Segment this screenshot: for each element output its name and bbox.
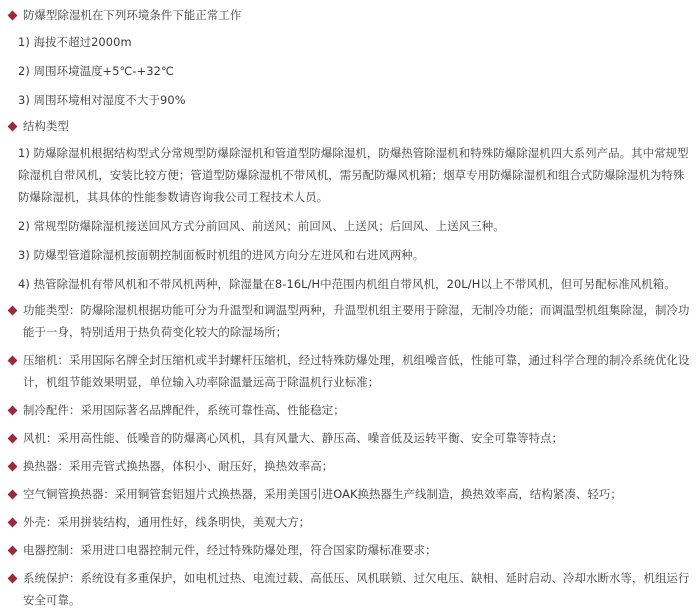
feature-text: 电器控制：采用进口电器控制元件，经过特殊防爆处理，符合国家防爆标准要求； bbox=[23, 543, 437, 557]
feature-row bbox=[8, 399, 692, 421]
diamond-bullet-icon bbox=[8, 462, 18, 472]
env-item: 1) 海拔不超过2000m bbox=[18, 35, 132, 49]
feature-text: 风机：采用高性能、低噪音的防爆离心风机，具有风量大、静压高、噪音低及运转平衡、安全可靠等特点； bbox=[23, 431, 564, 445]
feature-row bbox=[8, 455, 692, 477]
feature-text: 换热器：采用壳管式换热器，体积小、耐压好，换热效率高； bbox=[23, 459, 334, 473]
feature-text: 压缩机：采用国际名牌全封压缩机或半封螺杆压缩机，经过特殊防爆处理，机组噪音低，性能可靠，通过科学合理的制冷系统优化设计，机组节能效果明显，单位输入功率除温量远高于除温机行业标准； bbox=[23, 353, 690, 389]
diamond-bullet-icon bbox=[8, 518, 18, 528]
env-heading-row bbox=[8, 4, 692, 26]
diamond-bullet-icon bbox=[8, 356, 18, 366]
env-item: 3) 周围环境相对湿度不大于90% bbox=[18, 93, 186, 107]
env-heading: 防爆型除湿机在下列环境条件下能正常工作 bbox=[23, 8, 242, 22]
diamond-bullet-icon bbox=[8, 490, 18, 500]
diamond-bullet-icon bbox=[8, 122, 18, 132]
feature-row bbox=[8, 567, 692, 611]
type-item: 3) 防爆型管道除湿机按面朝控制面板时机组的进风方向分左进风和右进风两种。 bbox=[18, 248, 425, 262]
feature-text: 系统保护：系统设有多重保护，如电机过热、电流过载、高低压、风机联锁、过欠电压、缺相、延时启动、冷却水断水等，机组运行安全可靠。 bbox=[23, 571, 690, 607]
type-heading-row bbox=[8, 115, 692, 137]
diamond-bullet-icon bbox=[8, 306, 18, 316]
type-item: 1) 防爆除湿机根据结构型式分常规型防爆除湿机和管道型防爆除湿机，防爆热管除湿机和特殊防爆除湿机四大系列产品。其中常规型除湿机自带风机，安装比较方便；管道型防爆除湿机不带风机，需另配防爆风机箱；烟草专用防爆除湿机和组合式防爆除湿机为特殊防爆除湿机，其具体的性能参数请咨询我公司工程技术人员。 bbox=[18, 146, 689, 204]
diamond-bullet-icon bbox=[8, 406, 18, 416]
feature-text: 功能类型：防爆除湿机根据功能可分为升温型和调温型两种，升温型机组主要用于除湿，无制冷功能；而调温型机组集除湿，制冷功能于一身，特别适用于热负荷变化较大的除湿场所； bbox=[23, 303, 690, 339]
feature-text: 外壳：采用拼装结构，通用性好，线条明快，美观大方； bbox=[23, 515, 311, 529]
feature-row bbox=[8, 539, 692, 561]
type-item: 4) 热管除湿机有带风机和不带风机两种，除湿量在8-16L/H中范围内机组自带风机，20L/H以上不带风机，但可另配标准风机箱。 bbox=[18, 277, 676, 291]
feature-row bbox=[8, 299, 692, 343]
feature-text: 空气铜管换热器：采用铜管套铝翅片式换热器，采用美国引进OAK换热器生产线制造，换热效率高，结构紧凑、轻巧； bbox=[23, 487, 622, 501]
diamond-bullet-icon bbox=[8, 574, 18, 584]
type-item: 2) 常规型防爆除湿机接送回风方式分前回风、前送风；前回风、上送风；后回风、上送风三种。 bbox=[18, 219, 505, 233]
feature-row bbox=[8, 427, 692, 449]
feature-row bbox=[8, 349, 692, 393]
env-item: 2) 周围环境温度+5℃-+32℃ bbox=[18, 64, 174, 78]
feature-row bbox=[8, 511, 692, 533]
diamond-bullet-icon bbox=[8, 434, 18, 444]
feature-text: 制冷配件：采用国际著名品牌配件，系统可靠性高、性能稳定； bbox=[23, 403, 345, 417]
type-heading: 结构类型 bbox=[23, 119, 69, 133]
diamond-bullet-icon bbox=[8, 11, 18, 21]
diamond-bullet-icon bbox=[8, 546, 18, 556]
feature-row bbox=[8, 483, 692, 505]
